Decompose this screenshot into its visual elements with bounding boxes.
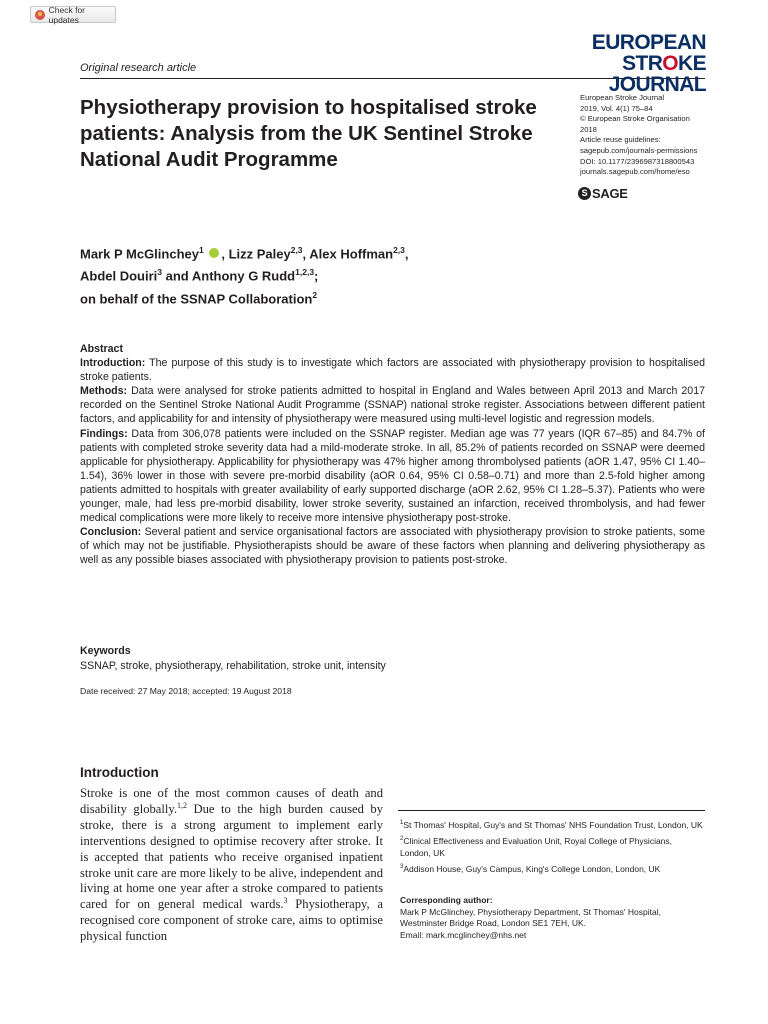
publisher-name: SAGE xyxy=(592,186,628,201)
dates: Date received: 27 May 2018; accepted: 19 August 2018 xyxy=(80,686,292,696)
abstract xyxy=(80,342,705,568)
keywords-heading: Keywords xyxy=(80,645,131,657)
author-name: Mark P McGlinchey xyxy=(80,246,199,262)
journal-logo-line2: STROKE JOURNAL xyxy=(608,52,706,96)
meta-doi-link[interactable]: DOI: 10.1177/2396987318800543 xyxy=(580,156,695,166)
journal-logo-line1: EUROPEAN xyxy=(591,31,706,54)
meta-copyright: © European Stroke Organisation xyxy=(580,114,690,124)
orcid-icon[interactable] xyxy=(209,248,219,258)
meta-homepage-link[interactable]: journals.sagepub.com/home/eso xyxy=(580,167,690,177)
author-name: , Lizz Paley xyxy=(221,246,291,262)
journal-logo xyxy=(560,32,706,95)
meta-reuse: Article reuse guidelines: xyxy=(580,135,661,145)
abstract-methods: Methods: Data were analysed for stroke patients admitted to hospital in England and Wales between April 2013 and March 2017 recorded on the Sentinel Stroke National Audit Programme (SSNAP) national stroke register. Associations between different patient factors, and applicability for and intensity of physiotherapy were measured using multi-level logistic and regression models. xyxy=(80,385,705,426)
abstract-findings: Findings: Data from 306,078 patients were included on the SSNAP register. Median age was 77 years (IQR 67–85) and 84.7% of patients with completed stroke severity data had a mild-moderate stroke. In all, 85.2% of patients recorded on SSNAP were deemed applicable for physiotherapy. Applicability for physiotherapy was 47% higher among thrombolysed patients (aOR 1.47, 95% CI 1.40–1.54), 36% lower in those with severe pre-morbid disability (aOR 0.64, 95% CI 0.58–0.71) and more than 2.5-fold higher among patients admitted to hospitals with greater availability of early supported discharge (aOR 2.62, 95% CI 1.28–5.37). Patients who were younger, male, had less pre-morbid disability, lower stroke severity, sustained an infarction, received thrombolysis, and had fewer medical complications were more likely to receive more intensive physiotherapy post-stroke. xyxy=(80,427,705,525)
meta-volume: 2019, Vol. 4(1) 75–84 xyxy=(580,103,653,113)
abstract-conclusion: Conclusion: Several patient and service organisational factors are associated with physiotherapy provision to stroke patients, some of which may not be justifiable. Physiotherapists should be aware of these factors when planning and delivering physiotherapy as well as any possible biases associated with physiotherapy provision to patients post-stroke. xyxy=(80,526,705,567)
corresponding-heading: Corresponding author: xyxy=(400,895,493,905)
abstract-heading: Abstract xyxy=(80,343,123,355)
affiliation: $^3$Addison House, Guy's Campus, King's College London, London, UK xyxy=(400,864,661,875)
affiliation-divider xyxy=(398,810,705,811)
author-name: and Anthony G Rudd xyxy=(162,268,296,284)
crossmark-icon xyxy=(35,10,45,20)
check-for-updates-button[interactable] xyxy=(30,6,116,23)
corresponding-email[interactable]: Email: mark.mcglinchey@nhs.net xyxy=(400,929,527,940)
affiliations xyxy=(400,818,705,879)
meta-permissions-link[interactable]: sagepub.com/journals-permissions xyxy=(580,145,698,155)
publisher-logo xyxy=(578,186,628,201)
check-for-updates-label: Check for updates xyxy=(48,4,85,25)
keywords xyxy=(80,644,705,673)
article-type: Original research article xyxy=(80,62,197,74)
corresponding-address: Mark P McGlinchey, Physiotherapy Department, St Thomas' Hospital, Westminster Bridge Road, London SE1 7EH, UK. xyxy=(400,906,661,929)
introduction-body: Stroke is one of the most common causes of death and disability globally.$^{1,2}$ Due to the high burden caused by stroke, there is a strong argument to implement early interventions designed to optimise recovery after stroke. It is accepted that patients who receive organised inpatient stroke unit care are more likely to be alive, independent and living at home one year after a stroke compared to patients cared for on general medical wards.$^3$ Physiotherapy, a recognised core component of stroke care, aims to optimise physical function xyxy=(80,786,384,944)
affiliation: $^2$Clinical Effectiveness and Evaluation Unit, Royal College of Physicians, London, UK xyxy=(400,836,673,858)
corresponding-author xyxy=(400,895,705,941)
meta-journal: European Stroke Journal xyxy=(580,93,665,102)
sage-s-icon: S xyxy=(578,187,591,200)
abstract-introduction: Introduction: The purpose of this study is to investigate which factors are associated with physiotherapy provision to hospitalised stroke patients. xyxy=(80,357,705,384)
author-name: Abdel Douiri xyxy=(80,268,158,284)
journal-meta xyxy=(580,93,710,178)
introduction-heading: Introduction xyxy=(80,765,159,780)
collaboration: on behalf of the SSNAP Collaboration xyxy=(80,290,313,306)
author-name: , Alex Hoffman xyxy=(302,246,394,262)
author-list: Mark P McGlinchey$^1$ , Lizz Paley$^{2,3}$, Alex Hoffman$^{2,3}$, Abdel Douiri$^3$ and Anthony G Rudd$^{1,2,3}$; on behalf of the SSNAP Collaboration$^2$ xyxy=(80,245,409,306)
keywords-text: SSNAP, stroke, physiotherapy, rehabilitation, stroke unit, intensity xyxy=(80,659,386,672)
meta-year: 2018 xyxy=(580,124,597,134)
article-title: Physiotherapy provision to hospitalised stroke patients: Analysis from the UK Sentinel Stroke National Audit Programme xyxy=(80,96,537,171)
affiliation: $^1$St Thomas' Hospital, Guy's and St Thomas' NHS Foundation Trust, London, UK xyxy=(400,819,703,830)
